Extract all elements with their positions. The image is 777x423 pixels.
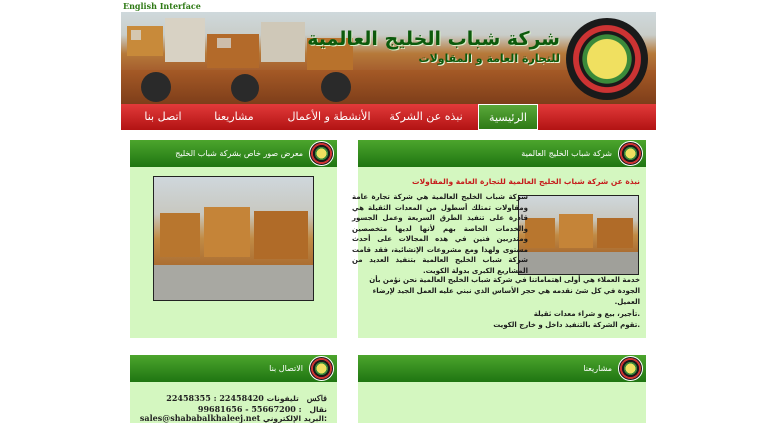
about-text-service: خدمة العملاء هي أولى اهتماماتنا في شركة شباب الخليج العالمية نحن نؤمن بأن الجودة في كل شئ نقدمه هي حجر الأساس الذي نبني عليه العمل الجيد لإرضاء العميل. bbox=[369, 276, 640, 306]
panel-logo-icon bbox=[309, 141, 334, 166]
gallery-panel-header bbox=[130, 140, 337, 167]
gallery-photo[interactable] bbox=[153, 176, 314, 301]
about-photo bbox=[518, 195, 639, 275]
contact-panel-title: الاتصال بنا bbox=[269, 364, 303, 373]
top-strip bbox=[121, 0, 656, 12]
nav-contact[interactable]: اتصل بنا bbox=[144, 110, 182, 123]
company-subtitle: للتجارة العامة و المقاولات bbox=[418, 52, 560, 65]
panel-logo-icon bbox=[618, 356, 643, 381]
contact-panel-header bbox=[130, 355, 337, 382]
projects-panel-title: مشاريعنا bbox=[583, 364, 612, 373]
banner-wheel bbox=[321, 72, 351, 102]
company-title: شركة شباب الخليج العالمية bbox=[307, 28, 560, 50]
english-interface-link[interactable]: English Interface bbox=[123, 1, 201, 11]
projects-panel bbox=[358, 355, 646, 423]
gallery-panel-title: معرض صور خاص بشركة شباب الخليج bbox=[175, 149, 303, 158]
about-bullet-execution: .تقوم الشركة بالتنفيذ داخل و خارج الكويت bbox=[493, 321, 640, 329]
contact-panel bbox=[130, 355, 337, 423]
about-text: شركة شباب الخليج العالمية هي شركة تجارة عامة ومقاولات تمتلك أسطول من المعدات الثقيلة هي قادرة على تنفيذ الطرق السريعة وعمل الجسور والخدمات الخاصة بهم لأنها لديها متخصصين ومتدربين فنين في هذه المجالات على أحدث مستوى ولهذا ومع مشروعات الإنشائية، فقد قامت شركة شباب الخليج العالمية بتنفيذ العديد من المشاريع الكبرى بدولة الكويت. bbox=[352, 193, 528, 275]
about-panel-title: شركة شباب الخليج العالمية bbox=[521, 149, 612, 158]
nav-home[interactable]: الرئيسية bbox=[478, 104, 538, 130]
header-banner bbox=[121, 12, 656, 104]
gallery-panel bbox=[130, 140, 337, 338]
banner-wheel bbox=[141, 72, 171, 102]
page-wrapper bbox=[121, 0, 656, 423]
nav-activities[interactable]: الأنشطة و الأعمال bbox=[287, 110, 371, 123]
contact-email: sales@shababalkhaleej.net البريد الإلكتروني: bbox=[139, 413, 327, 423]
projects-panel-header bbox=[358, 355, 646, 382]
banner-vehicle bbox=[261, 22, 305, 62]
banner-vehicle bbox=[165, 18, 205, 62]
nav-projects[interactable]: مشاريعنا bbox=[214, 110, 254, 123]
banner-wheel bbox=[231, 74, 259, 102]
about-panel-header bbox=[358, 140, 646, 167]
nav-about[interactable]: نبذه عن الشركة bbox=[389, 110, 463, 123]
about-bullet-rent: .تأجير، بيع و شراء معدات ثقيلة bbox=[533, 310, 640, 318]
panel-logo-icon bbox=[618, 141, 643, 166]
contact-phones: 22458355 : 22458420 فاكس تليفونات bbox=[166, 393, 327, 403]
banner-vehicle bbox=[207, 34, 259, 68]
about-heading: نبذة عن شركة شباب الخليج العالمية للتجارة العامة والمقاولات bbox=[412, 177, 640, 186]
email-link[interactable]: sales@shababalkhaleej.net bbox=[139, 413, 261, 423]
company-logo[interactable] bbox=[566, 18, 648, 100]
main-nav bbox=[121, 104, 656, 130]
panel-logo-icon bbox=[309, 356, 334, 381]
contact-mobile: 99681656 - 55667200 : نقال bbox=[197, 404, 327, 414]
about-panel bbox=[352, 140, 646, 338]
